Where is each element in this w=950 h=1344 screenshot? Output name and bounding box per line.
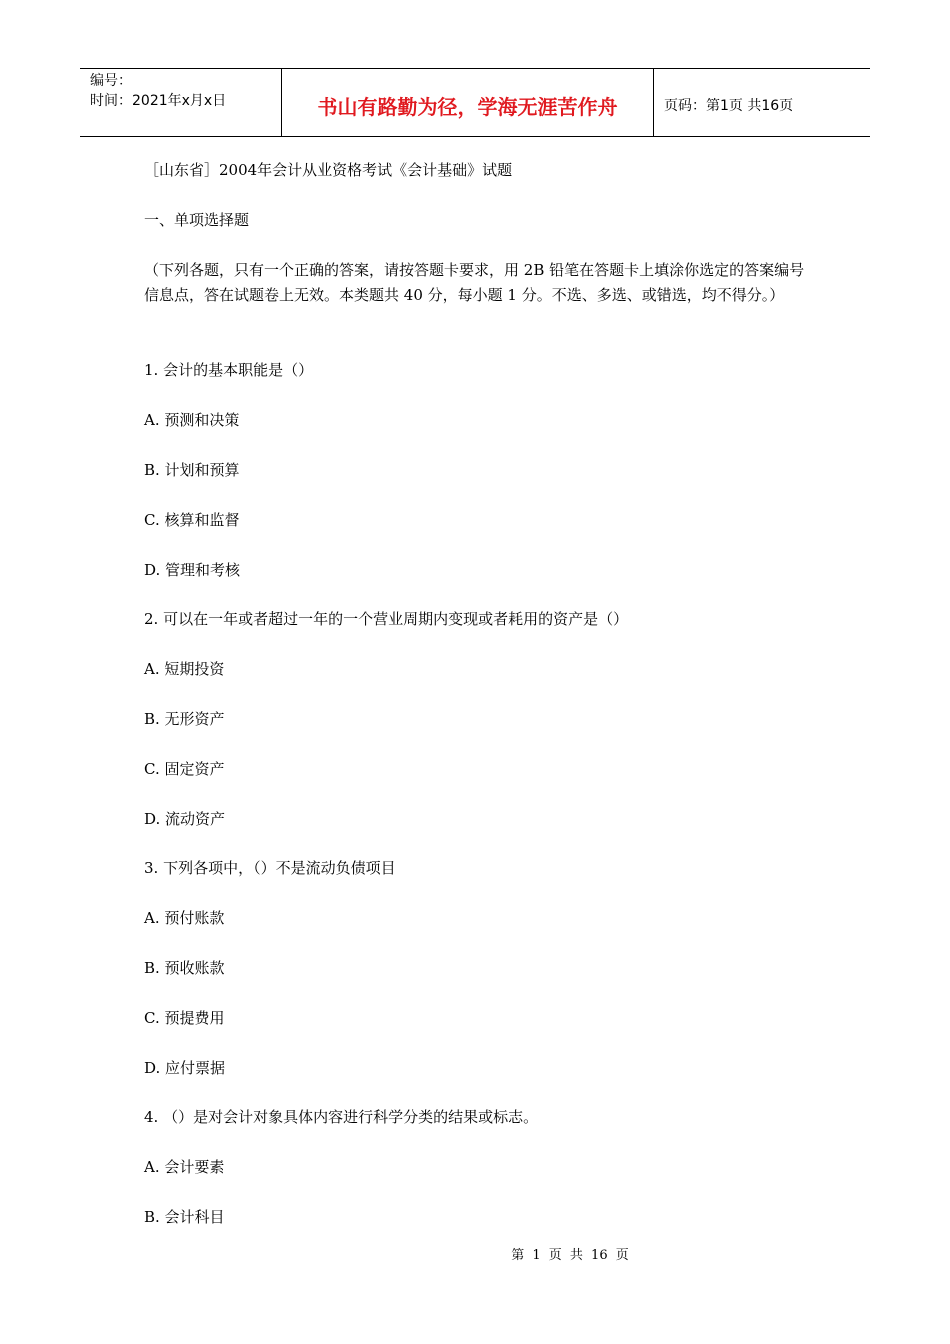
option-line: B. 会计科目 xyxy=(144,1208,225,1226)
time-label: 时间：2021年x月x日 xyxy=(90,93,227,109)
question-line: 1. 会计的基本职能是（） xyxy=(144,361,314,379)
page-footer: 第 1 页 共 16 页 xyxy=(511,1248,629,1263)
header-motto: 书山有路勤为径，学海无涯苦作舟 xyxy=(282,69,654,136)
option-line: D. 应付票据 xyxy=(144,1059,226,1077)
option-line: B. 无形资产 xyxy=(144,710,225,728)
question-line: 2. 可以在一年或者超过一年的一个营业周期内变现或者耗用的资产是（） xyxy=(144,610,629,628)
question-line: 4. （）是对会计对象具体内容进行科学分类的结果或标志。 xyxy=(144,1108,539,1126)
option-line: A. 预付账款 xyxy=(144,909,225,927)
section-heading: 一、单项选择题 xyxy=(144,211,250,229)
option-line: C. 固定资产 xyxy=(144,760,225,778)
option-line: B. 预收账款 xyxy=(144,959,225,977)
header-meta xyxy=(80,69,282,136)
header-page-info: 页码：第1页 共16页 xyxy=(664,97,794,114)
option-line: A. 短期投资 xyxy=(144,660,225,678)
option-line: A. 预测和决策 xyxy=(144,411,240,429)
option-line: D. 管理和考核 xyxy=(144,561,241,579)
document-title: ［山东省］2004年会计从业资格考试《会计基础》试题 xyxy=(144,161,513,179)
instructions: （下列各题，只有一个正确的答案，请按答题卡要求，用 2B 铅笔在答题卡上填涂你选定的答案编号信息点，答在试题卷上无效。本类题共 40 分，每小题 1 分。不选、多选、或错选，均不得分。） xyxy=(144,261,805,304)
question-line: 3. 下列各项中，（）不是流动负债项目 xyxy=(144,859,396,877)
option-line: C. 核算和监督 xyxy=(144,511,240,529)
option-line: A. 会计要素 xyxy=(144,1158,225,1176)
option-line: B. 计划和预算 xyxy=(144,461,240,479)
number-label: 编号： xyxy=(90,73,132,89)
document-header xyxy=(80,68,870,137)
option-line: D. 流动资产 xyxy=(144,810,226,828)
option-line: C. 预提费用 xyxy=(144,1009,225,1027)
